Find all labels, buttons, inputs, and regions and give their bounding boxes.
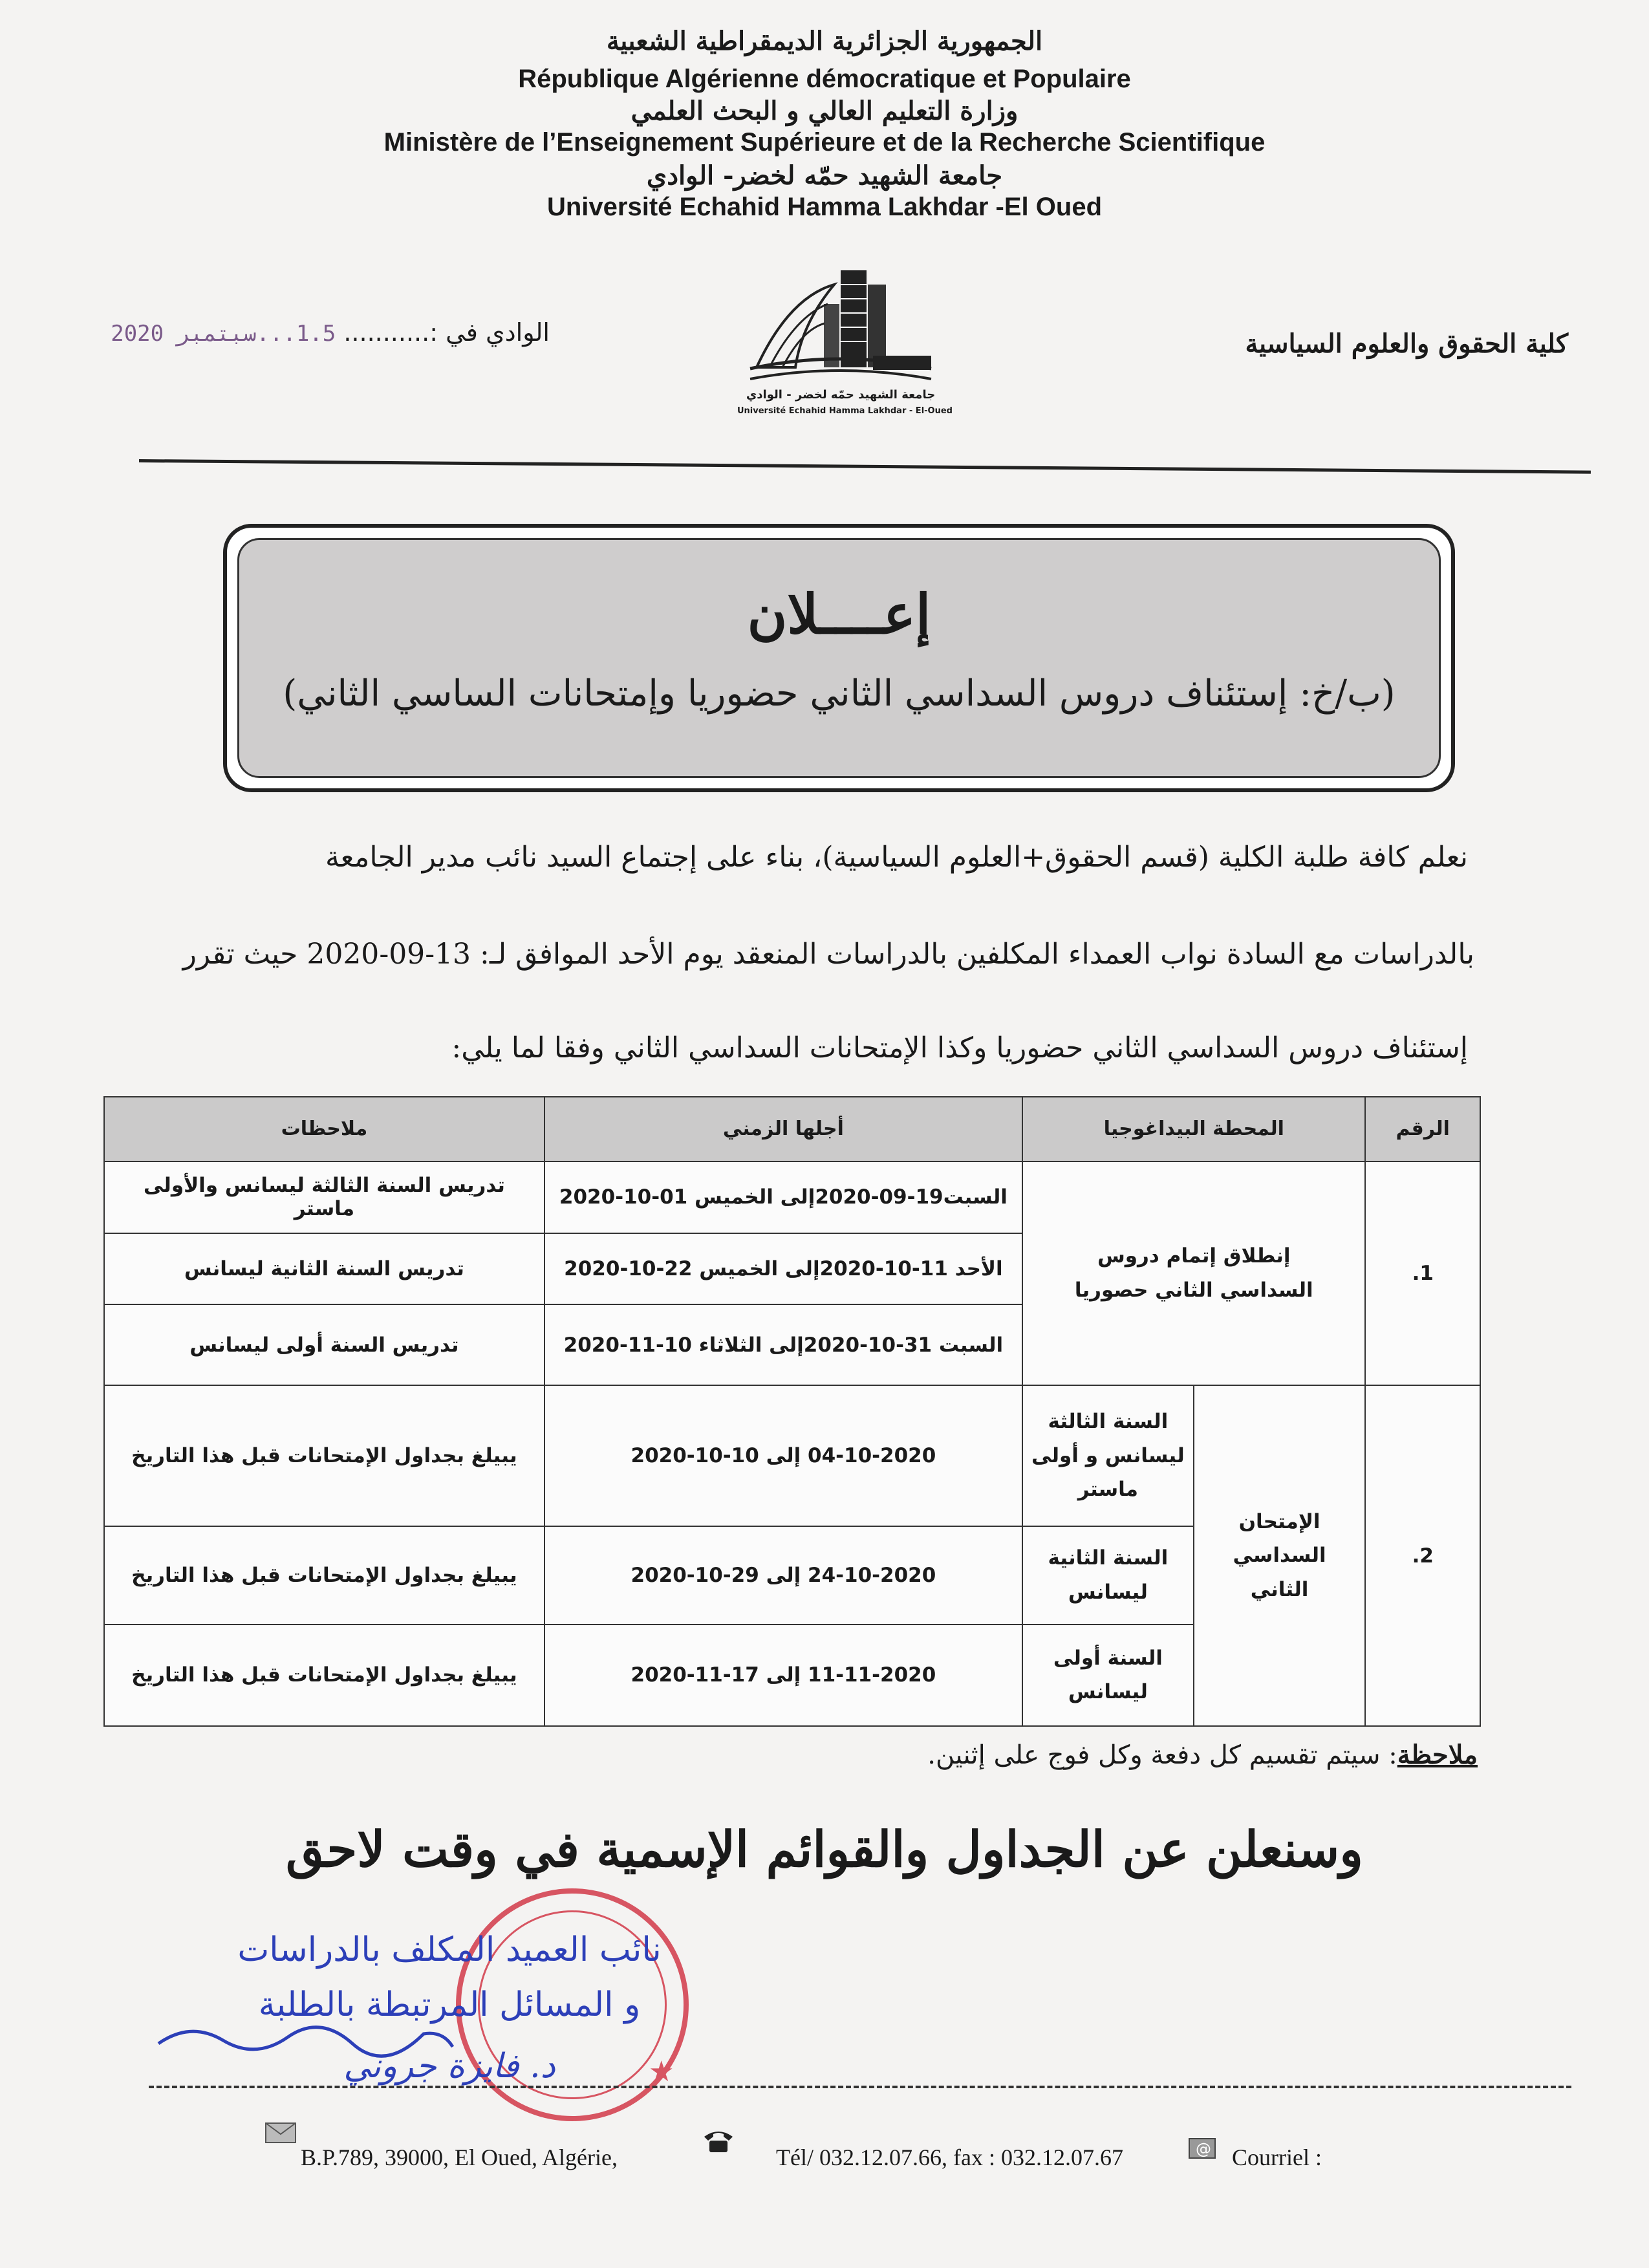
logo-caption-fr: Université Echahid Hamma Lakhdar - El-Oued xyxy=(737,406,953,416)
footer-divider xyxy=(149,2086,1571,2088)
note-text: : سيتم تقسيم كل دفعة وكل فوج على إثنين. xyxy=(927,1740,1397,1770)
table-header-row xyxy=(104,1097,1480,1161)
schedule-table xyxy=(103,1096,1481,1727)
date-label: الوادي في :........... xyxy=(343,318,550,347)
university-logo xyxy=(737,259,953,430)
body-line-1: نعلم كافة طلبة الكلية (قسم الحقوق+العلوم السياسية)، بناء على إجتماع السيد نائب مدير الجامعة xyxy=(325,841,1468,874)
stamp-star-icon: ★ xyxy=(649,2055,674,2088)
faculty-name: كلية الحقوق والعلوم السياسية xyxy=(1245,329,1568,359)
header-notes: ملاحظات xyxy=(104,1097,544,1161)
row2-note-2: يبيلغ بجداول الإمتحانات قبل هذا التاريخ xyxy=(104,1526,544,1625)
header-ar-university: جامعة الشهيد حمّه لخضر- الوادي xyxy=(646,160,1003,191)
row2-note-1: يبيلغ بجداول الإمتحانات قبل هذا التاريخ xyxy=(104,1385,544,1526)
body-line-3: إستئناف دروس السداسي الثاني حضوريا وكذا الإمتحانات السداسي الثاني وفقا لما يلي: xyxy=(451,1031,1468,1064)
footer-address: B.P.789, 39000, El Oued, Algérie, xyxy=(301,2144,618,2170)
note-line xyxy=(927,1740,1478,1770)
header-fr-republic: République Algérienne démocratique et Populaire xyxy=(518,65,1131,93)
row2-timing-3: 11-11-2020 إلى 17-11-2020 xyxy=(544,1625,1022,1726)
header-phase: المحطة البيداغوجيا xyxy=(1022,1097,1365,1161)
row2-level-3: السنة أولى ليسانس xyxy=(1022,1625,1194,1726)
footer-email-label: Courriel : xyxy=(1232,2144,1322,2170)
row1-note-3: تدريس السنة أولى ليسانس xyxy=(104,1304,544,1385)
row1-timing-1: السبت19-09-2020إلى الخميس 01-10-2020 xyxy=(544,1161,1022,1233)
row2-phase: الإمتحان السداسي الثاني xyxy=(1194,1385,1366,1726)
signature-scribble xyxy=(152,2018,456,2063)
email-icon xyxy=(1187,2132,1220,2161)
header-num: الرقم xyxy=(1365,1097,1480,1161)
header-timing: أجلها الزمني xyxy=(544,1097,1022,1161)
row2-timing-1: 04-10-2020 إلى 10-10-2020 xyxy=(544,1385,1022,1526)
announcement-title: إعــــلان xyxy=(747,582,931,646)
row1-timing-2: الأحد 11-10-2020إلى الخميس 22-10-2020 xyxy=(544,1233,1022,1305)
row2-level-2: السنة الثانية ليسانس xyxy=(1022,1526,1194,1625)
phone-icon xyxy=(702,2128,735,2154)
note-label: ملاحظة xyxy=(1397,1740,1478,1770)
row2-num: 2. xyxy=(1365,1385,1480,1726)
date-line xyxy=(111,318,550,347)
header-ar-republic: الجمهورية الجزائرية الديمقراطية الشعبية xyxy=(606,26,1043,56)
header-ar-ministry: وزارة التعليم العالي و البحث العلمي xyxy=(630,96,1018,126)
table-row xyxy=(104,1161,1480,1233)
row1-phase: إنطلاق إتمام دروس السداسي الثاني حصوريا xyxy=(1022,1161,1365,1385)
closing-statement: وسنعلن عن الجداول والقوائم الإسمية في وقت لاحق xyxy=(286,1820,1363,1878)
announcement-subtitle: (ب/خ: إستئناف دروس السداسي الثاني حضوريا وإمتحانات الساسي الثاني) xyxy=(283,673,1396,715)
header-fr-ministry: Ministère de l’Enseignement Supérieure et de la Recherche Scientifique xyxy=(383,128,1266,157)
row2-note-3: يبيلغ بجداول الإمتحانات قبل هذا التاريخ xyxy=(104,1625,544,1726)
header-divider xyxy=(139,459,1591,474)
university-logo-graphic xyxy=(744,259,938,430)
svg-text:@: @ xyxy=(1196,2140,1211,2158)
row2-timing-2: 24-10-2020 إلى 29-10-2020 xyxy=(544,1526,1022,1625)
row1-num: 1. xyxy=(1365,1161,1480,1385)
announcement-inner xyxy=(237,538,1441,778)
footer-phone-fax: Tél/ 032.12.07.66, fax : 032.12.07.67 xyxy=(776,2144,1123,2170)
row1-note-2: تدريس السنة الثانية ليسانس xyxy=(104,1233,544,1305)
row1-timing-3: السبت 31-10-2020إلى الثلاثاء 10-11-2020 xyxy=(544,1304,1022,1385)
row1-note-1: تدريس السنة الثالثة ليسانس والأولى ماستر xyxy=(104,1161,544,1233)
table-row xyxy=(104,1385,1480,1526)
body-line-2: بالدراسات مع السادة نواب العمداء المكلفين بالدراسات المنعقد يوم الأحد الموافق لـ: 13-09-2020 حيث تقرر xyxy=(182,938,1474,971)
date-stamp: 1.5...سبتمبر 2020 xyxy=(111,321,336,347)
announcement-box xyxy=(223,524,1455,792)
signature-title-line-1: نائب العميد المكلف بالدراسات xyxy=(237,1930,662,1969)
envelope-icon xyxy=(265,2122,296,2143)
row2-level-1: السنة الثالثة ليسانس و أولى ماستر xyxy=(1022,1385,1194,1526)
signature-title-line-2: و المسائل المرتبطة بالطلبة xyxy=(258,1985,641,2024)
signature-name: د. فايزة جروني xyxy=(343,2047,555,2086)
logo-caption-ar: جامعة الشهيد حمّه لخضر - الوادي xyxy=(746,388,936,402)
header-fr-university: Université Echahid Hamma Lakhdar -El Oued xyxy=(546,193,1103,221)
